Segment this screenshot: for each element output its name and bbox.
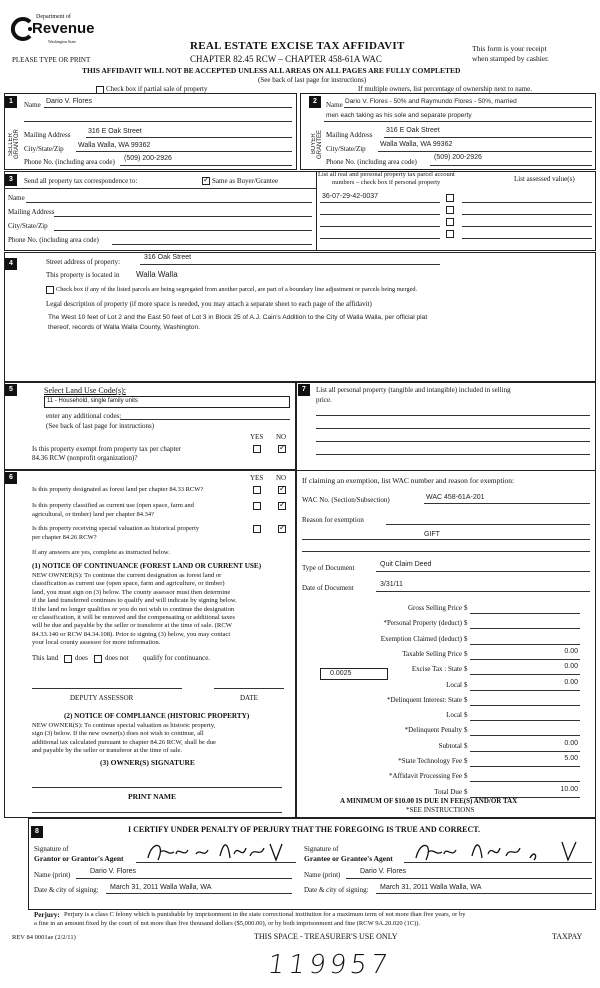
section-3-number: 3 [5, 174, 17, 186]
section-5-number: 5 [5, 384, 17, 396]
partial-sale-label: Check box if partial sale of property [106, 85, 208, 93]
tax-row-dollar: $ [464, 788, 468, 796]
tax-row-label: Local [446, 711, 462, 719]
current-use-yes-checkbox[interactable] [253, 502, 261, 510]
notice2-line: and payable by the seller or transferor at the time of sale. [32, 747, 183, 755]
document-date[interactable]: 3/31/11 [380, 581, 403, 588]
multiple-owners-note: If multiple owners, list percentage of ownership next to name. [358, 85, 532, 93]
personal-property-checkbox-2[interactable] [446, 206, 454, 214]
personal-property-checkbox-4[interactable] [446, 230, 454, 238]
section-7-box [296, 382, 596, 818]
buyer-name-cont[interactable]: men each taking as his sole and separate property [326, 112, 472, 119]
tax-row-label: Total Due [434, 788, 462, 796]
seller-name[interactable]: Dario V. Flores [46, 98, 93, 105]
same-as-buyer-checkbox[interactable] [202, 177, 210, 185]
notice1-line: or classification, it will be removed and the compensating or additional taxes [32, 614, 235, 622]
exempt-no-checkbox[interactable] [278, 445, 286, 453]
segregate-checkbox[interactable] [46, 286, 54, 294]
document-type[interactable]: Quit Claim Deed [380, 561, 432, 568]
tax-row-dollar: $ [464, 757, 468, 765]
tax-row-dollar: $ [464, 604, 468, 612]
tax-row-label: *Delinquent Interest: State [386, 696, 462, 704]
seller-phone[interactable]: (509) 200-2926 [124, 155, 172, 162]
type-or-print: PLEASE TYPE OR PRINT [12, 56, 91, 64]
seller-label: SELLER GRANTOR [8, 129, 20, 159]
tax-row-dollar: $ [464, 681, 468, 689]
notice2-line: additional tax calculated pursuant to chapter 84.26 RCW, shall be due [32, 738, 216, 746]
form-title: REAL ESTATE EXCISE TAX AFFIDAVIT [190, 40, 405, 52]
tax-row-dollar: $ [464, 772, 468, 780]
tax-row-label: Subtotal [438, 742, 462, 750]
notice1-line: classification as current use (open space, farm and agriculture, or timber) [32, 580, 225, 588]
tax-row-dollar: $ [464, 742, 468, 750]
taxpayer-copy: TAXPAY [552, 932, 583, 941]
form-revision: REV 84 0001ae (2/2/11) [12, 934, 76, 941]
section-4-number: 4 [5, 258, 17, 270]
notice-of-continuance-text [32, 572, 237, 648]
property-city[interactable]: Walla Walla [136, 270, 178, 279]
notice1-line: land, you must sign on (3) below. The county assessor must then determine [32, 588, 231, 596]
instructions-note: (See back of last page for instructions) [258, 76, 367, 84]
tax-row-label: *Affidavit Processing Fee [389, 772, 462, 780]
exemption-reason[interactable]: GIFT [424, 531, 440, 538]
exempt-yes-checkbox[interactable] [253, 445, 261, 453]
tax-row-label: Taxable Selling Price [402, 650, 462, 658]
perjury-text-1: Perjury is a class C felony which is punishable by imprisonment in the state correctional institution for a maximum term of not more than five years, or by [64, 911, 466, 918]
tax-row-dollar: $ [464, 726, 468, 734]
buyer-name[interactable]: Dario V. Flores - 50% and Raymundo Flores - 50%, married [345, 98, 517, 105]
revenue-logo: Department of Revenue Washington State [10, 14, 90, 54]
tax-row-label: Gross Selling Price [407, 604, 462, 612]
tax-row-dollar: $ [464, 619, 468, 627]
forest-yes-checkbox[interactable] [253, 486, 261, 494]
tax-row-label: *State Technology Fee [398, 757, 462, 765]
tax-row-label: Local [446, 681, 462, 689]
tax-row-value[interactable]: 0.00 [564, 663, 578, 670]
handwritten-number: 119957 [265, 950, 394, 980]
forest-no-checkbox[interactable] [278, 486, 286, 494]
tax-row-dollar: $ [464, 711, 468, 719]
grantee-name-print[interactable]: Dario V. Flores [360, 868, 407, 875]
tax-row-dollar: $ [464, 635, 468, 643]
section-7-number: 7 [298, 384, 310, 396]
notice2-line: sign (3) below. If the new owner(s) does not wish to continue, all [32, 730, 204, 738]
warning-line: THIS AFFIDAVIT WILL NOT BE ACCEPTED UNLESS ALL AREAS ON ALL PAGES ARE FULLY COMPLETED [82, 66, 461, 75]
tax-row-label: *Personal Property (deduct) [383, 619, 462, 627]
notice1-line: 84.33.140 or RCW 84.34.108). Prior to signing (3) below, you may contact [32, 630, 231, 638]
section-8-number: 8 [31, 826, 43, 838]
grantor-name-print[interactable]: Dario V. Flores [90, 868, 137, 875]
personal-property-checkbox-3[interactable] [446, 218, 454, 226]
current-use-no-checkbox[interactable] [278, 502, 286, 510]
land-use-code[interactable]: 11 - Household, single family units [47, 398, 138, 404]
seller-city[interactable]: Walla Walla, WA 99362 [78, 142, 151, 149]
personal-property-checkbox-1[interactable] [446, 194, 454, 202]
does-not-checkbox[interactable] [94, 655, 102, 663]
buyer-phone[interactable]: (509) 200-2926 [434, 154, 482, 161]
tax-row-dollar: $ [464, 665, 468, 673]
treasurer-use-only: THIS SPACE - TREASURER'S USE ONLY [254, 932, 398, 941]
tax-row-label: Exemption Claimed (deduct) [380, 635, 462, 643]
buyer-label: BUYER GRANTEE [311, 129, 323, 159]
notice-of-compliance-text [32, 722, 216, 756]
historic-yes-checkbox[interactable] [253, 525, 261, 533]
parcel-number[interactable]: 36-07-29-42-0037 [322, 193, 379, 200]
historic-no-checkbox[interactable] [278, 525, 286, 533]
notice1-line: will be due and payable by the seller or transferor at the time of sale. (RCW [32, 622, 232, 630]
grantor-date-city[interactable]: March 31, 2011 Walla Walla, WA [110, 884, 212, 891]
tax-row-value[interactable]: 0.00 [564, 679, 578, 686]
property-street[interactable]: 316 Oak Street [144, 254, 192, 261]
grantee-date-city[interactable]: March 31, 2011 Walla Walla, WA [380, 884, 482, 891]
does-checkbox[interactable] [64, 655, 72, 663]
tax-row-value[interactable]: 0.00 [564, 648, 578, 655]
legal-description-2[interactable]: thereof, records of Walla Walla County, Washington. [48, 324, 200, 331]
notice1-line: if the land transferred continues to qualify and will indicate by signing below. [32, 597, 237, 605]
buyer-city[interactable]: Walla Walla, WA 99362 [380, 141, 453, 148]
legal-description-1[interactable]: The West 10 feet of Lot 2 and the East 50 feet of Lot 3 in Block 25 of A.J. Cain's Addition to the City of Walla Walla, per official plat [48, 314, 428, 321]
tax-row-dollar: $ [464, 650, 468, 658]
section-6-number: 6 [5, 472, 17, 484]
section-1-number: 1 [5, 96, 17, 108]
buyer-address[interactable]: 316 E Oak Street [386, 127, 440, 134]
tax-row-label: *Delinquent Penalty [404, 726, 462, 734]
receipt-note-2: when stamped by cashier. [472, 54, 550, 63]
tax-row-dollar: $ [464, 696, 468, 704]
perjury-text-2: a fine in an amount fixed by the court of not more than five thousand dollars ($5,000.00), or by both imprisonment and fine (RCW 9A.20.020 (1C)). [34, 920, 421, 927]
tax-row-label: Excise Tax : State [411, 665, 462, 673]
tax-row-value[interactable]: 10.00 [560, 786, 578, 793]
tax-row-value[interactable]: 5.00 [564, 755, 578, 762]
seller-address[interactable]: 316 E Oak Street [88, 128, 142, 135]
receipt-note-1: This form is your receipt [472, 44, 547, 53]
notice1-line: your local county assessor for more information. [32, 639, 161, 647]
notice1-line: If the land no longer qualifies or you do not wish to continue the designation [32, 605, 235, 613]
notice2-line: NEW OWNER(S): To continue special valuation as historic property, [32, 722, 216, 729]
tax-row-value[interactable]: 0.00 [564, 740, 578, 747]
chapter-line: CHAPTER 82.45 RCW – CHAPTER 458-61A WAC [190, 54, 382, 64]
wac-number[interactable]: WAC 458-61A-201 [426, 494, 485, 501]
local-tax-rate[interactable]: 0.0025 [330, 670, 352, 677]
notice1-line: NEW OWNER(S): To continue the current designation as forest land or [32, 572, 222, 579]
section-2-number: 2 [309, 96, 321, 108]
